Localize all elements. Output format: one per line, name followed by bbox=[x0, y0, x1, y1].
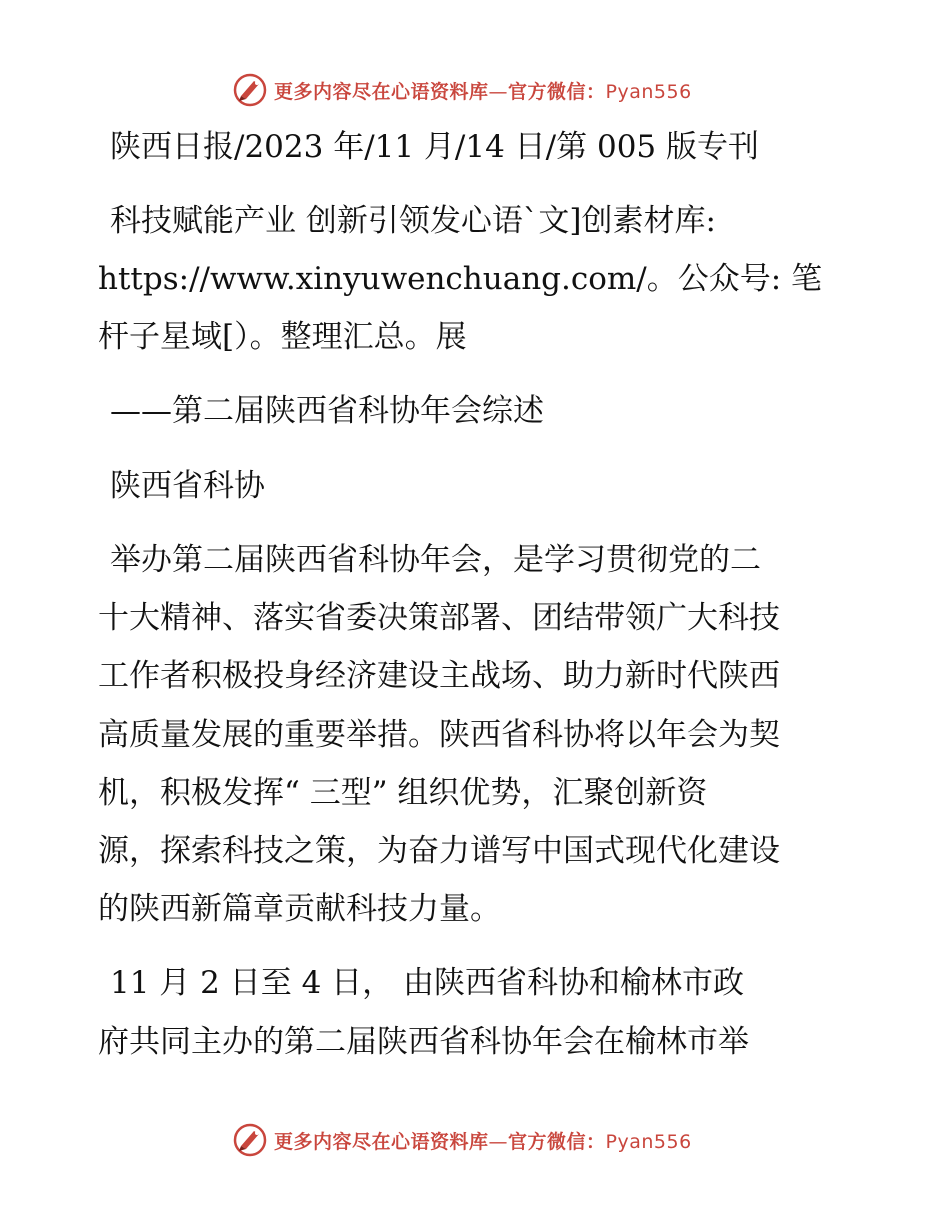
watermark-separator: — bbox=[488, 1130, 509, 1153]
watermark-official-label: 官方微信： bbox=[508, 80, 606, 103]
doc-line-para1: 源，探索科技之策，为奋力谱写中国式现代化建设 bbox=[98, 833, 780, 869]
watermark-wechat-id: Pyan556 bbox=[605, 1130, 692, 1153]
doc-line-account: 杆子星域[）。整理汇总。展 bbox=[98, 319, 467, 355]
pen-logo-icon bbox=[232, 1122, 268, 1158]
header-watermark bbox=[232, 72, 692, 108]
doc-line-para1: 的陕西新篇章贡献科技力量。 bbox=[98, 891, 501, 927]
doc-line-para1: 十大精神、落实省委决策部署、团结带领广大科技 bbox=[98, 600, 780, 636]
watermark-text bbox=[274, 1127, 692, 1154]
doc-line-para1: 工作者积极投身经济建设主战场、助力新时代陕西 bbox=[98, 658, 780, 694]
doc-line-para1: 机，积极发挥“ 三型” 组织优势，汇聚创新资 bbox=[98, 775, 708, 811]
doc-line-para1: 高质量发展的重要举措。陕西省科协将以年会为契 bbox=[98, 717, 780, 753]
pen-logo-icon bbox=[232, 72, 268, 108]
doc-line-subtitle: ——第二届陕西省科协年会综述 bbox=[110, 393, 544, 429]
doc-line-url: https://www.xinyuwenchuang.com/。公众号: 笔 bbox=[98, 261, 823, 297]
footer-watermark bbox=[232, 1122, 692, 1158]
watermark-official-label: 官方微信： bbox=[508, 1130, 606, 1153]
watermark-main-text: 更多内容尽在心语资料库 bbox=[274, 80, 489, 103]
doc-line-author: 陕西省科协 bbox=[110, 468, 265, 504]
watermark-main-text: 更多内容尽在心语资料库 bbox=[274, 1130, 489, 1153]
doc-line-para2: 11 月 2 日至 4 日， 由陕西省科协和榆林市政 bbox=[110, 965, 745, 1001]
doc-line-source: 陕西日报/2023 年/11 月/14 日/第 005 版专刊 bbox=[110, 129, 760, 165]
watermark-text bbox=[274, 77, 692, 104]
watermark-separator: — bbox=[488, 80, 509, 103]
doc-line-para2: 府共同主办的第二届陕西省科协年会在榆林市举 bbox=[98, 1024, 749, 1060]
watermark-wechat-id: Pyan556 bbox=[605, 80, 692, 103]
doc-line-para1: 举办第二届陕西省科协年会，是学习贯彻党的二 bbox=[110, 542, 761, 578]
doc-line-title: 科技赋能产业 创新引领发心语`文]创素材库: bbox=[110, 203, 716, 239]
